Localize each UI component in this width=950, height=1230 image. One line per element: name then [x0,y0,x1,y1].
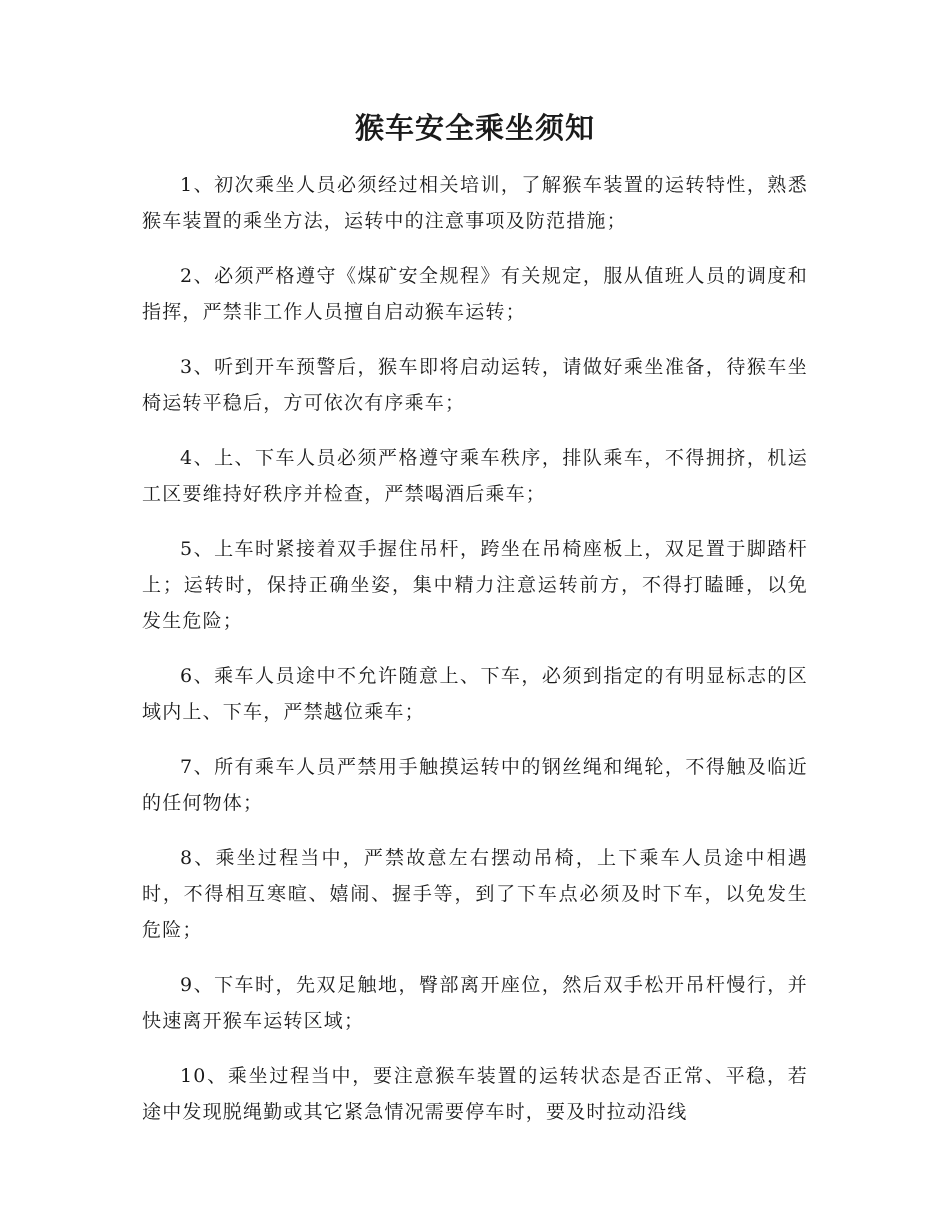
document-title: 猴车安全乘坐须知 [354,111,595,145]
rule-paragraph-10: 10、乘坐过程当中，要注意猴车装置的运转状态是否正常、平稳，若途中发现脱绳勤或其它紧急情况需要停车时，要及时拉动沿线 [142,1065,808,1123]
rule-paragraph-7: 7、所有乘车人员严禁用手触摸运转中的钢丝绳和绳轮，不得触及临近的任何物体； [142,756,808,814]
rule-paragraph-8: 8、乘坐过程当中，严禁故意左右摆动吊椅，上下乘车人员途中相遇时，不得相互寒暄、嬉闹、握手等，到了下车点必须及时下车，以免发生危险； [142,847,808,941]
rule-paragraph-1: 1、初次乘坐人员必须经过相关培训，了解猴车装置的运转特性，熟悉猴车装置的乘坐方法，运转中的注意事项及防范措施； [142,174,808,232]
rule-paragraph-9: 9、下车时，先双足触地，臀部离开座位，然后双手松开吊杆慢行，并快速离开猴车运转区域； [142,974,808,1032]
rule-paragraph-3: 3、听到开车预警后，猴车即将启动运转，请做好乘坐准备，待猴车坐椅运转平稳后，方可依次有序乘车； [142,356,808,414]
document-body [142,167,808,1149]
rule-paragraph-2: 2、必须严格遵守《煤矿安全规程》有关规定，服从值班人员的调度和指挥，严禁非工作人员擅自启动猴车运转； [142,265,808,323]
rule-paragraph-6: 6、乘车人员途中不允许随意上、下车，必须到指定的有明显标志的区域内上、下车，严禁越位乘车； [142,665,808,723]
rule-paragraph-5: 5、上车时紧接着双手握住吊杆，跨坐在吊椅座板上，双足置于脚踏杆上；运转时，保持正确坐姿，集中精力注意运转前方，不得打瞌睡，以免发生危险； [142,538,808,632]
rule-paragraph-4: 4、上、下车人员必须严格遵守乘车秩序，排队乘车，不得拥挤，机运工区要维持好秩序并检查，严禁喝酒后乘车； [142,447,808,505]
